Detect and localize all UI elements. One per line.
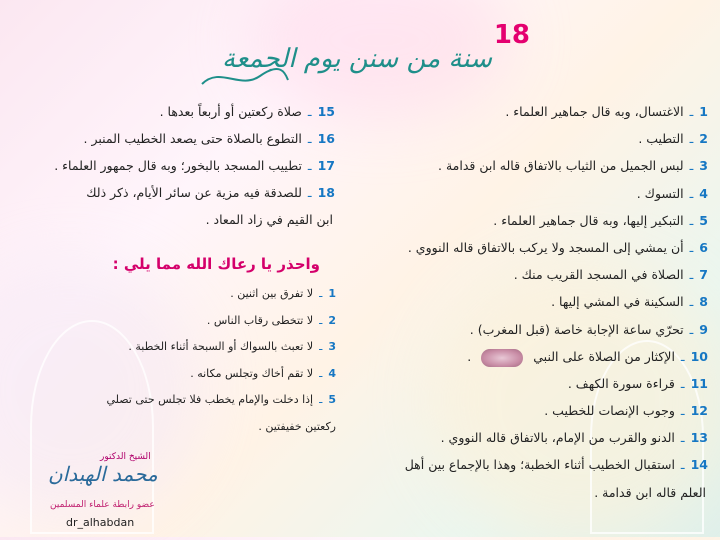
list-item: 6 ـ أن يمشي إلى المسجد ولا يركب بالاتفاق قاله النووي . [407, 239, 708, 255]
list-item: 16 ـ التطوع بالصلاة حتى يصعد الخطيب المنبر . [83, 131, 335, 146]
list-item: 4 ـ التسوك . [636, 185, 708, 201]
list-item: 1 ـ لا تفرق بين اثنين . [230, 287, 336, 300]
list-item: 2 ـ لا تتخطى رقاب الناس . [206, 313, 336, 327]
sunnah-list-right [356, 104, 708, 512]
title-number: 18 [493, 20, 530, 50]
list-item: 3 ـ لبس الجميل من الثياب بالاتفاق قاله ابن قدامة . [438, 158, 708, 174]
author-title: الشيخ الدكتور [100, 452, 151, 462]
list-item: 5 ـ التبكير إليها، وبه قال جماهير العلماء . [493, 212, 708, 228]
sunnah-list-left [5, 104, 335, 239]
list-item: 2 ـ التطيب . [638, 131, 708, 147]
page-title: سنة من سنن يوم الجمعة [222, 44, 492, 74]
list-item: 1 ـ الاغتسال، وبه قال جماهير العلماء . [505, 104, 708, 119]
list-item: 4 ـ لا تقم أخاك وتجلس مكانه . [190, 366, 336, 380]
list-item: 11 ـ قراءة سورة الكهف . [567, 375, 708, 391]
list-item: 17 ـ تطييب المسجد بالبخور؛ وبه قال جمهور العلماء . [54, 158, 335, 173]
author-handle: dr_alhabdan [66, 516, 135, 529]
warning-heading: واحذر يا رعاك الله مما يلي : [112, 255, 320, 273]
swirl-ornament-icon [200, 62, 290, 92]
author-membership: عضو رابطة علماء المسلمين [50, 500, 155, 510]
list-item: 10 ـ الإكثار من الصلاة على النبي . [356, 349, 708, 376]
list-item: 8 ـ السكينة في المشي إليها . [551, 294, 708, 310]
salawat-calligraphy-icon [481, 349, 523, 367]
list-item: 3 ـ لا تعبث بالسواك أو السبحة أثناء الخطبة . [128, 340, 336, 353]
author-name: محمد الهبدان [48, 462, 158, 486]
list-item-continuation: العلم قاله ابن قدامة . [594, 484, 706, 500]
list-item: 14 ـ استقبال الخطيب أثناء الخطبة؛ وهذا بالإجماع بين أهل [404, 457, 708, 473]
title-block [200, 18, 530, 88]
list-item: 13 ـ الدنو والقرب من الإمام، بالاتفاق قاله النووي . [440, 430, 708, 446]
list-item: 18 ـ للصدقة فيه مزية عن سائر الأيام، ذكر ذلك [86, 185, 335, 200]
list-item-continuation: ركعتين خفيفتين . [258, 419, 336, 433]
warning-list [16, 287, 336, 442]
list-item-continuation: ابن القيم في زاد المعاد . [205, 212, 333, 227]
list-item: 15 ـ صلاة ركعتين أو أربعاً بعدها . [159, 104, 335, 119]
list-item: 12 ـ وجوب الإنصات للخطيب . [544, 403, 708, 419]
list-item: 5 ـ إذا دخلت والإمام يخطب فلا تجلس حتى تصلي [106, 393, 336, 406]
list-item: 7 ـ الصلاة في المسجد القريب منك . [513, 267, 708, 283]
list-item: 9 ـ تحرّي ساعة الإجابة خاصة (قبل المغرب) . [469, 321, 708, 337]
